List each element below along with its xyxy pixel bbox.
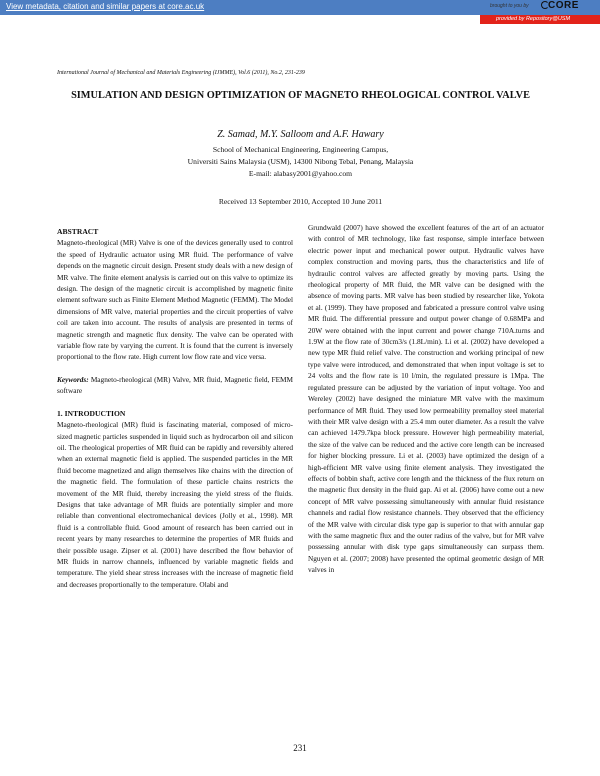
keywords-text: Magneto-rheological (MR) Valve, MR fluid, Magnetic field, FEMM software bbox=[57, 374, 293, 396]
page-number: 231 bbox=[293, 743, 307, 753]
core-metadata-link[interactable]: View metadata, citation and similar papers at core.ac.uk bbox=[6, 2, 205, 11]
received-dates: Received 13 September 2010, Accepted 10 June 2011 bbox=[218, 197, 383, 206]
abstract-text: Magneto-rheological (MR) Valve is one of the devices generally used to control the speed of Hydraulic actuator using MR fluid. The performance of valve depends on the magnetic circuit design. Present study deals with a new design of MR valve. The finite element analysis is carried out on this valve to optimize its design. The design of the magnetic circuit is accomplished by magnetic finite element software such as Finite Element Method Magnetic (FEMM). The Model dimensions of MR valve, material properties and the circuit properties of valve coil are taken into account. The results of analysis are presented in terms of magnetic strength and magnetic flux density. The valve can be operated with variable flow rate by varying the current. It is found that the current is inversely proportional to the flow rate. High current low flow rate and vice versa. bbox=[57, 238, 293, 362]
author-email[interactable]: E-mail: alabasy2001@yahoo.com bbox=[248, 169, 353, 178]
brought-by-label: brought to you by bbox=[490, 3, 529, 9]
keywords-label: Keywords: bbox=[57, 374, 89, 384]
right-column bbox=[308, 222, 544, 576]
right-column-text: Grundwald (2007) have showed the excellent features of the art of an actuator with control of MR technology, like fast response, simple interface between electric power input and mechanical power output. Hydraulic valves have complex construction and moving parts, thus the characteristics and life of hydraulic control valves are affected greatly by moving parts. Using the rheological property of MR fluid, the MR valve can be designed with the absence of moving parts. MR valve has been studied by researcher like, Yokota et al. (1999). They have proposed and fabricated a pressure control valve using MR fluid. The differential pressure and output power change of 0.68MPa and 20W were obtained with the input current and power change 710A.turns and 1.9W at the flow rate of 30cm3/s (1.8L/min). Li et al. (2002) have developed a new type MR fluid relief valve. The construction and working principal of new type valve were introduced, and demonstrated that when input voltage is set to 24 volts and the flow rate is 10 l/min, the regulated pressure is 1Mpa. The regulated pressure can be adjusted by the variation of input voltage. Yoo and Wereley (2002) have designed the miniature MR valve with the maximum performance of MR fluid. They used low permeability premalloy steel material with their MR valve design with a 25.4 mm outer diameter. As a result the valve can achieved 1479.7kpa block pressure. However high permeability material, the size of the valve can be reduced and the active core length can be increased for higher blocking pressure. Li et al. (2003) have optimized the design of a high-efficient MR valve using finite element analysis. They investigated the effects of bobbin shaft, active core length and the thickness of the flux return on the magnetic flux density in the fluid gap. Ai et al. (2006) have come out a new concept of MR valve possessing simultaneously with annular fluid resistance channels and radial flow resistance channels. They observed that the efficiency of the MR valve with circular disk type gap is superior to that with annular gap with the same magnetic flux and the outer radius of the valve, but for MR valve possessing annular with disk type gaps simultaneously can surpass them. Nguyen et al. (2007; 2008) have presented the optimal geometric design of MR valves in bbox=[308, 223, 544, 575]
affiliation-line-1: School of Mechanical Engineering, Engineering Campus, bbox=[212, 145, 389, 154]
abstract-heading: ABSTRACT bbox=[57, 227, 99, 236]
core-brand[interactable]: CORE bbox=[548, 0, 579, 11]
affiliation-line-2: Universiti Sains Malaysia (USM), 14300 Nibong Tebal, Penang, Malaysia bbox=[187, 157, 414, 166]
introduction-text: Magneto-rheological (MR) fluid is fascinating material, composed of micro-sized magnetic particles suspended in liquid such as hydrocarbon oil and silicon oil. The rheological properties of MR fluid can be rapidly and reversibly altered when an external magnetic field is applied. The suspended particles in the MR fluid become magnetized and align themselves like chains with the direction of the magnetic field. The formulation of these particle chains restricts the movement of the MR fluid, thereby increasing the yield stress of the fluids. Designs that take advantage of MR fluids are potentially simpler and more reliable than conventional electromechanical devices (Jolly et al., 1998). MR fluid is a controllable fluid. Good amount of research has been carried out in recent years by many researches to determine the properties of MR fluids and their possible usage. Zipser et al. (2001) have described the flow behavior of MR fluids in narrow channels, influenced by variable magnetic fields and temperature. The yield shear stress increases with the increase of magnetic field and decreases proportionally to the temperature. Olabi and bbox=[57, 420, 293, 589]
core-banner bbox=[0, 0, 600, 27]
keywords-paragraph bbox=[57, 374, 293, 397]
left-column bbox=[57, 226, 293, 590]
introduction-heading: 1. INTRODUCTION bbox=[57, 408, 126, 418]
paper-authors: Z. Samad, M.Y. Salloom and A.F. Hawary bbox=[217, 129, 384, 140]
provided-by-link[interactable]: provided by Repository@USM bbox=[496, 16, 571, 22]
journal-citation: International Journal of Mechanical and Materials Engineering (IJMME), Vol.6 (2011), No.2, 231-239 bbox=[57, 70, 305, 76]
paper-title: SIMULATION AND DESIGN OPTIMIZATION OF MAGNETO RHEOLOGICAL CONTROL VALVE bbox=[71, 90, 530, 101]
